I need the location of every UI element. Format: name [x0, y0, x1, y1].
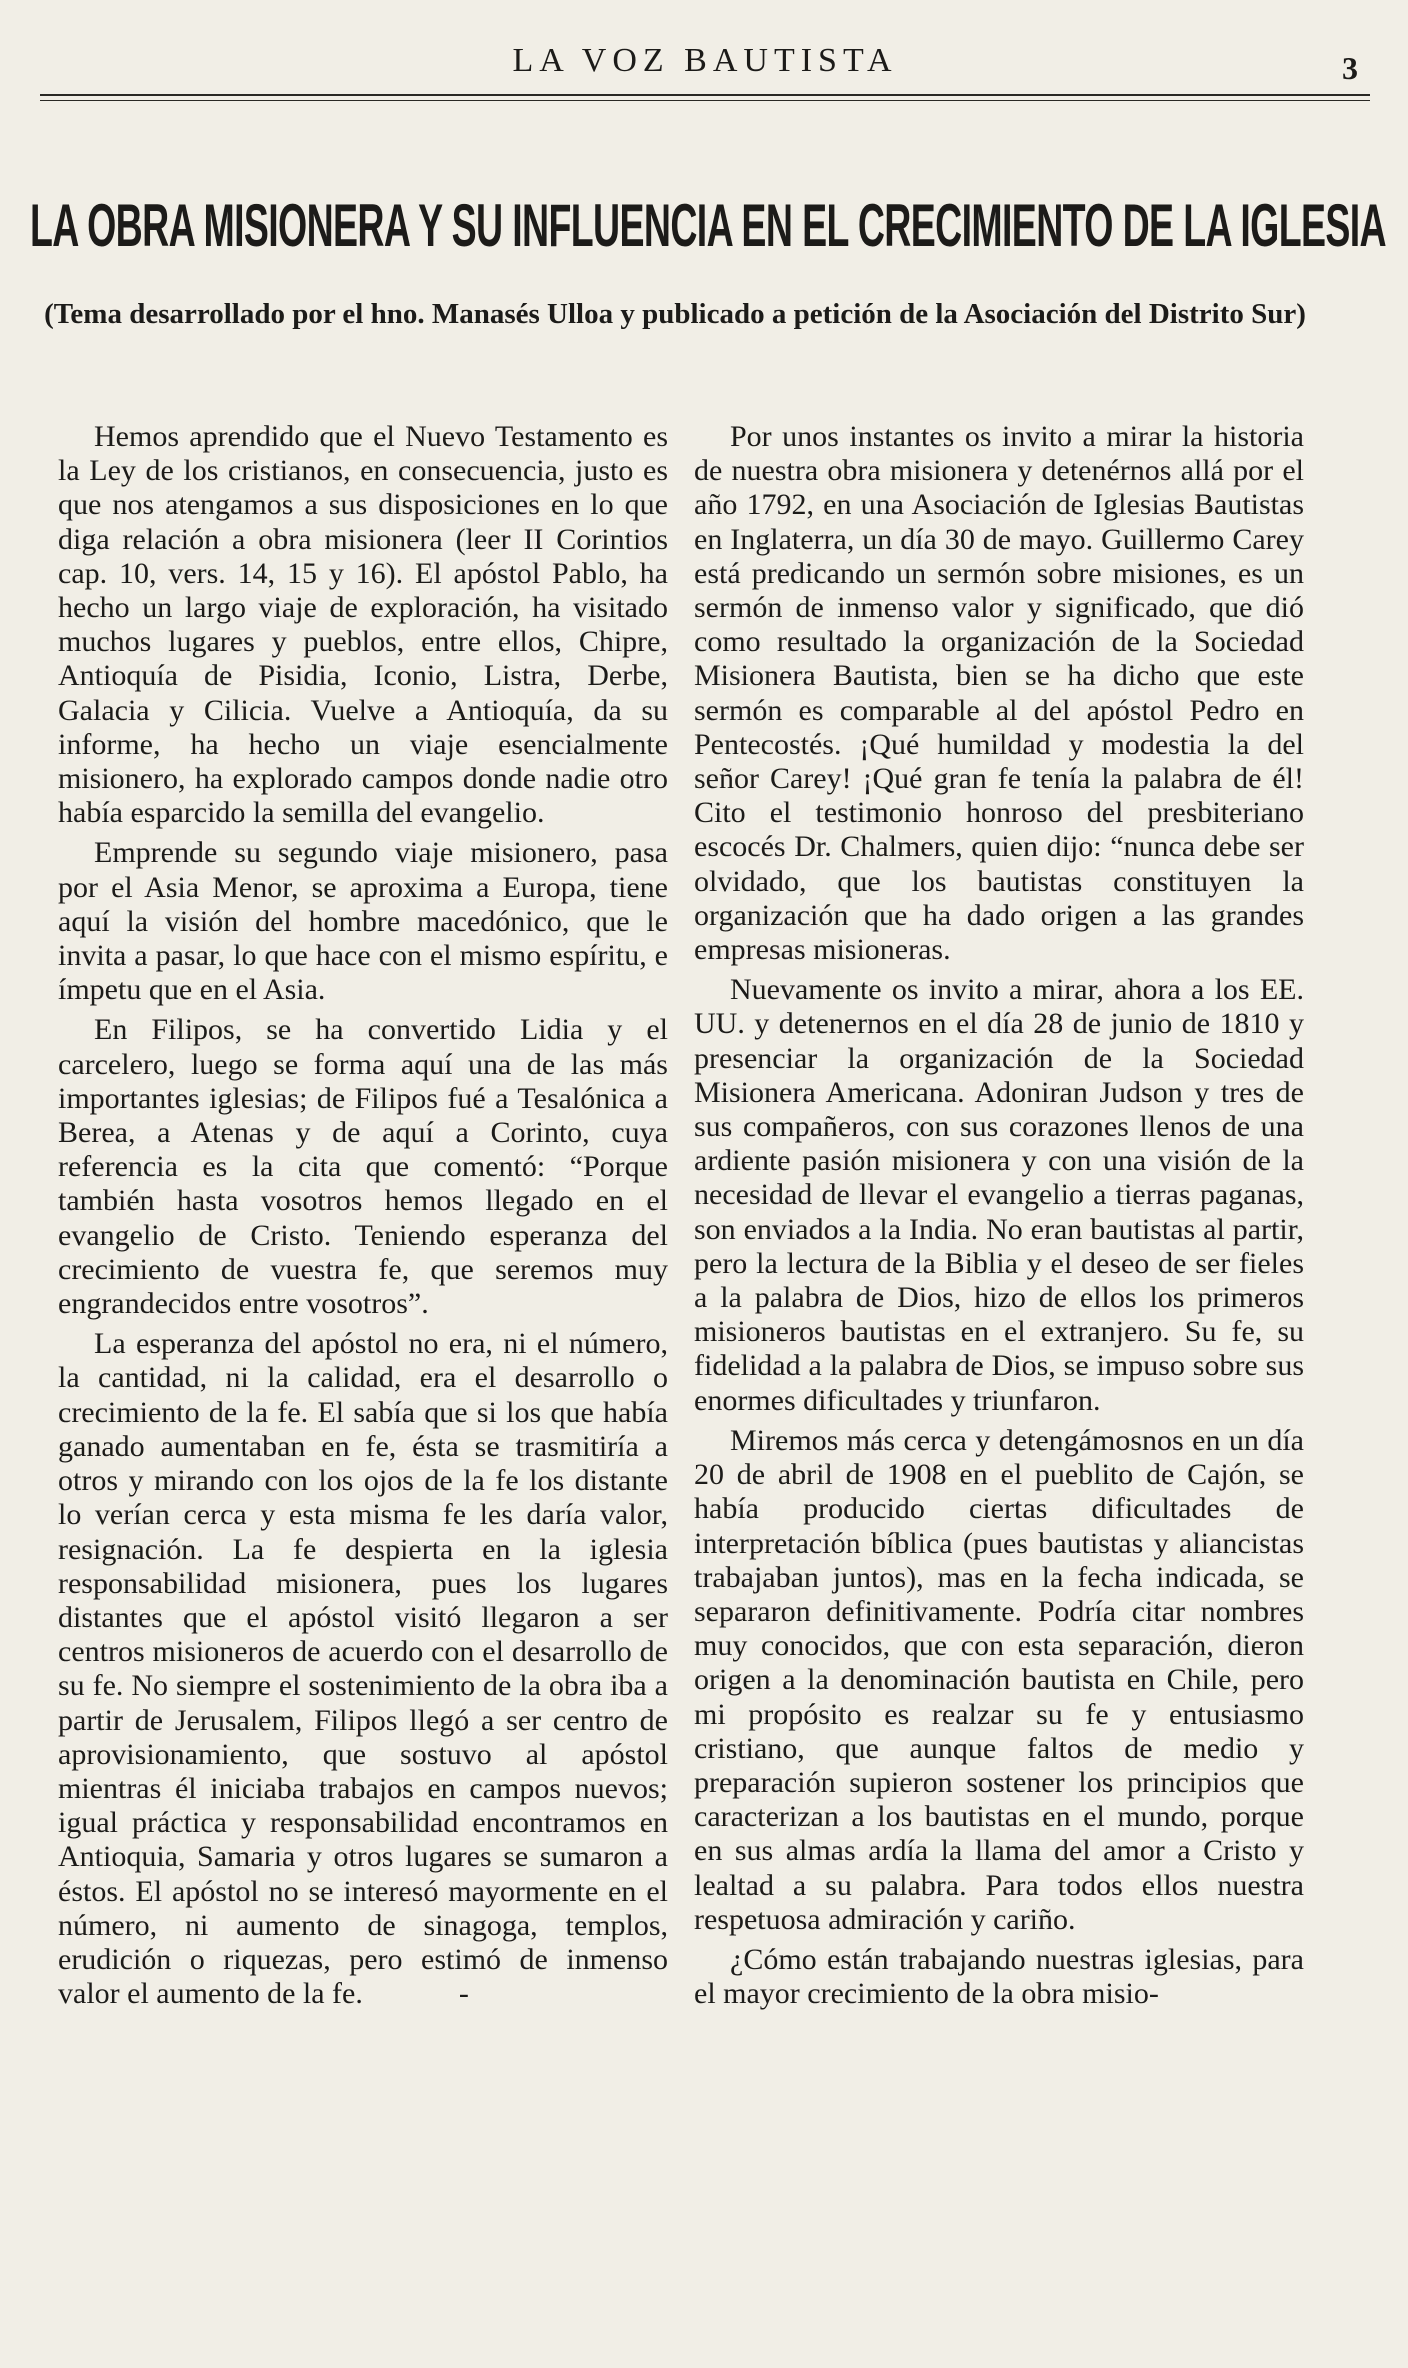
header-rule: [40, 94, 1370, 96]
paragraph: [58, 1327, 668, 2011]
page-number: 3: [1342, 50, 1358, 86]
trailing-mark: -: [458, 1977, 469, 2011]
article-headline: LA OBRA MISIONERA Y SU INFLUENCIA EN EL CRECIMIENTO DE LA IGLESIA: [30, 192, 1387, 259]
paragraph: ¿Cómo están trabajando nuestras iglesias, para el mayor crecimiento de la obra misio-: [694, 1942, 1304, 2011]
paragraph: En Filipos, se ha convertido Lidia y el carcelero, luego se forma aquí una de las más importantes iglesias; de Filipos fué a Tesalónica a Berea, a Atenas y de aquí a Corinto, cuya referencia es la cita que comentó: “Porque también hasta vosotros hemos llegado en el evangelio de Cristo. Teniendo esperanza del crecimiento de vuestra fe, que seremos muy engrandecidos entre vosotros”.: [58, 1013, 668, 1321]
paragraph: Nuevamente os invito a mirar, ahora a los EE. UU. y detenernos en el día 28 de junio de 1810 y presenciar la organización de la Sociedad Misionera Americana. Adoniran Judson y tres de sus compañeros, con sus corazones llenos de una ardiente pasión misionera y con una visión de la necesidad de llevar el evangelio a tierras paganas, son enviados a la India. No eran bautistas al partir, pero la lectura de la Biblia y el deseo de ser fieles a la palabra de Dios, hizo de ellos los primeros misioneros bautistas en el extranjero. Su fe, su fidelidad a la palabra de Dios, se impuso sobre sus enormes dificultades y triunfaron.: [694, 973, 1304, 1417]
left-column: [58, 420, 668, 2011]
article-subtitle: (Tema desarrollado por el hno. Manasés Ulloa y publicado a petición de la Asociación del Distrito Sur): [44, 298, 1306, 330]
paragraph: Miremos más cerca y detengámosnos en un día 20 de abril de 1908 en el pueblito de Cajón, se había producido ciertas dificultades de interpretación bíblica (pues bautistas y aliancistas trabajaban juntos), mas en la fecha indicada, se separaron definitivamente. Podría citar nombres muy conocidos, que con esta separación, dieron origen a la denominación bautista en Chile, pero mi propósito es realzar su fe y entusiasmo cristiano, que aunque faltos de medio y preparación supieron sostener los principios que caracterizan a los bautistas en el mundo, porque en sus almas ardía la llama del amor a Cristo y lealtad a su palabra. Para todos ellos nuestra respetuosa admiración y cariño.: [694, 1423, 1304, 1936]
paragraph: Por unos instantes os invito a mirar la historia de nuestra obra misionera y detenérnos allá por el año 1792, en una Asociación de Iglesias Bautistas en Inglaterra, un día 30 de mayo. Guillermo Carey está predicando un sermón sobre misiones, es un sermón de inmenso valor y significado, que dió como resultado la organización de la Sociedad Misionera Bautista, bien se ha dicho que este sermón es comparable al del apóstol Pedro en Pentecostés. ¡Qué humildad y modestia la del señor Carey! ¡Qué gran fe tenía la palabra de él! Cito el testimonio honroso del presbiteriano escocés Dr. Chalmers, quien dijo: “nunca debe ser olvidado, que los bautistas constituyen la organización que ha dado origen a las grandes empresas misioneras.: [694, 420, 1304, 967]
paragraph-text: La esperanza del apóstol no era, ni el número, la cantidad, ni la calidad, era el desarrollo o crecimiento de la fe. El sabía que si los que había ganado aumentaban en fe, ésta se trasmitiría a otros y mirando con los ojos de la fe los distante lo verían cerca y esta misma fe les daría valor, resignación. La fe despierta en la iglesia responsabilidad misionera, pues los lugares distantes que el apóstol visitó llegaron a ser centros misioneros de acuerdo con el desarrollo de su fe. No siempre el sostenimiento de la obra iba a partir de Jerusalem, Filipos llegó a ser centro de aprovisionamiento, que sostuvo al apóstol mientras él iniciaba trabajos en campos nuevos; igual práctica y responsabilidad encontramos en Antioquia, Samaria y otros lugares se sumaron a éstos. El apóstol no se interesó mayormente en el número, ni aumento de sinagoga, templos, erudición o riquezas, pero estimó de inmenso valor el aumento de la fe.: [58, 1327, 668, 2011]
running-header: [40, 28, 1370, 98]
paragraph: Hemos aprendido que el Nuevo Testamento es la Ley de los cristianos, en consecuencia, justo es que nos atengamos a sus disposiciones en lo que diga relación a obra misionera (leer II Corintios cap. 10, vers. 14, 15 y 16). El apóstol Pablo, ha hecho un largo viaje de exploración, ha visitado muchos lugares y pueblos, entre ellos, Chipre, Antioquía de Pisidia, Iconio, Listra, Derbe, Galacia y Cilicia. Vuelve a Antioquía, da su informe, ha hecho un viaje esencialmente misionero, ha explorado campos donde nadie otro había esparcido la semilla del evangelio.: [58, 420, 668, 830]
journal-title: LA VOZ BAUTISTA: [512, 42, 898, 79]
right-column: [694, 420, 1304, 2011]
paragraph: Emprende su segundo viaje misionero, pasa por el Asia Menor, se aproxima a Europa, tiene aquí la visión del hombre macedónico, que le invita a pasar, lo que hace con el mismo espíritu, e ímpetu que en el Asia.: [58, 836, 668, 1007]
